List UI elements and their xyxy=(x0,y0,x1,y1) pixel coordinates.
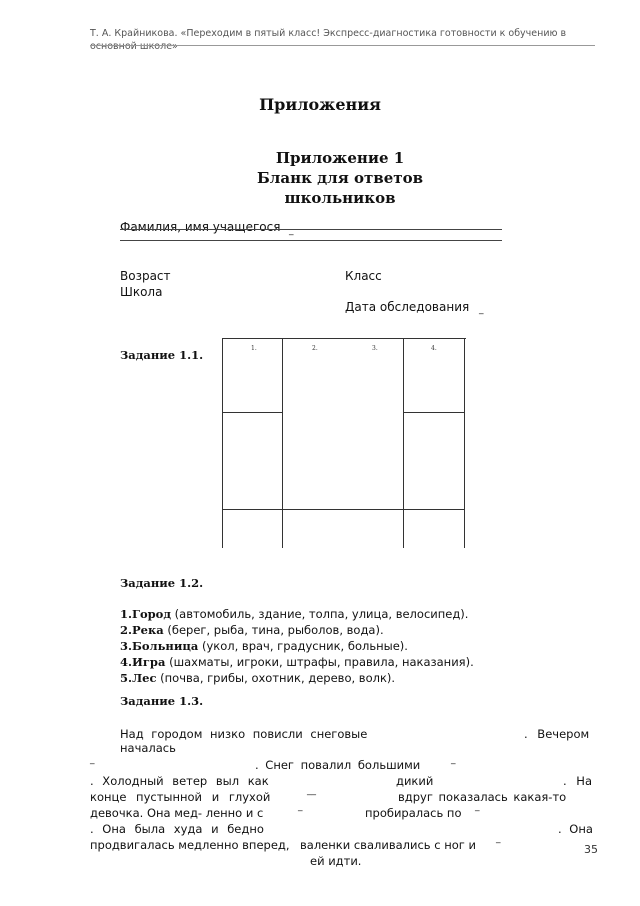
name-label: Фамилия, имя учащегося xyxy=(120,220,281,234)
page-title: Приложения xyxy=(259,95,381,114)
name-line-bottom xyxy=(120,240,502,241)
grid-top-line xyxy=(222,338,466,339)
appendix-title-line2: Бланк для ответов xyxy=(256,169,423,187)
text-fragment: началась xyxy=(120,741,176,755)
age-label: Возраст xyxy=(120,269,171,283)
item-number: 3. xyxy=(120,639,133,653)
text-fragment: . На xyxy=(563,774,593,788)
blank-mark: _ xyxy=(451,755,456,765)
date-blank: _ xyxy=(479,305,484,315)
page-number: 35 xyxy=(584,843,598,856)
text-fragment: девочка. Она мед- ленно и с xyxy=(90,806,264,820)
item-words: (шахматы, игроки, штрафы, правила, наказания). xyxy=(165,655,474,669)
grid-row-line-a xyxy=(222,412,282,413)
list-item xyxy=(120,622,384,638)
text-fragment: . Снег повалил большими xyxy=(255,758,421,772)
blank-mark: _ xyxy=(496,834,501,844)
class-label: Класс xyxy=(345,269,382,283)
running-header: Т. А. Крайникова. «Переходим в пятый класс! Экспресс-диагностика готовности к обучению в основной школе» xyxy=(90,28,567,52)
item-words: (укол, врач, градусник, больные). xyxy=(198,639,408,653)
grid-row-line-b xyxy=(403,412,465,413)
blank-mark: _ xyxy=(298,802,303,812)
grid-divider-1 xyxy=(282,338,283,548)
grid-left-line xyxy=(222,338,223,548)
text-fragment: . Она xyxy=(558,822,593,836)
list-item xyxy=(120,654,474,670)
task-1-3-label: Задание 1.3. xyxy=(120,694,204,708)
text-fragment: валенки сваливались с ног и xyxy=(300,838,476,852)
text-fragment: . Вечером xyxy=(524,727,590,741)
item-keyword: Больница xyxy=(132,639,199,653)
grid-col-number: 3. xyxy=(372,345,378,352)
item-number: 5. xyxy=(120,671,133,685)
appendix-title xyxy=(240,148,440,208)
grid-col-number: 1. xyxy=(251,345,257,352)
text-fragment: пробиралась по xyxy=(365,806,462,820)
item-number: 2. xyxy=(120,623,133,637)
item-words: (берег, рыба, тина, рыболов, вода). xyxy=(163,623,384,637)
list-item xyxy=(120,670,395,686)
appendix-title-line1: Приложение 1 xyxy=(275,149,405,167)
task-1-2-label: Задание 1.2. xyxy=(120,576,204,590)
text-fragment: вдруг показалась какая-то xyxy=(398,790,567,804)
item-number: 4. xyxy=(120,655,133,669)
appendix-title-line3: школьников xyxy=(284,189,396,207)
list-item xyxy=(120,606,468,622)
blank-mark: _ xyxy=(90,755,95,765)
text-fragment: . Она была худа и бедно xyxy=(90,822,264,836)
item-keyword: Город xyxy=(132,607,172,621)
grid-divider-2 xyxy=(403,338,404,548)
text-fragment: . Холодный ветер выл как xyxy=(90,774,269,788)
name-blank: _ xyxy=(289,226,294,236)
item-words: (почва, грибы, охотник, дерево, волк). xyxy=(156,671,396,685)
item-keyword: Река xyxy=(132,623,164,637)
grid-right-line xyxy=(464,338,465,548)
text-fragment: дикий xyxy=(396,774,434,788)
date-label: Дата обследования xyxy=(345,300,470,314)
item-number: 1. xyxy=(120,607,133,621)
text-fragment: продвигалась медленно вперед, xyxy=(90,838,290,852)
blank-mark: __ xyxy=(307,786,316,796)
header-rule xyxy=(90,45,595,46)
text-fragment: конце пустынной и глухой xyxy=(90,790,271,804)
item-keyword: Игра xyxy=(132,655,166,669)
list-item xyxy=(120,638,408,654)
grid-row-line-c xyxy=(222,509,465,510)
school-label: Школа xyxy=(120,285,163,299)
answer-grid xyxy=(222,338,466,548)
task-1-1-label: Задание 1.1. xyxy=(120,348,204,362)
item-words: (автомобиль, здание, толпа, улица, велосипед). xyxy=(171,607,469,621)
grid-col-number: 2. xyxy=(312,345,318,352)
name-line-top xyxy=(120,229,502,230)
blank-mark: _ xyxy=(475,802,480,812)
item-keyword: Лес xyxy=(132,671,157,685)
grid-col-number: 4. xyxy=(431,345,437,352)
text-fragment: ей идти. xyxy=(310,854,362,868)
text-fragment: Над городом низко повисли снеговые xyxy=(120,727,368,741)
